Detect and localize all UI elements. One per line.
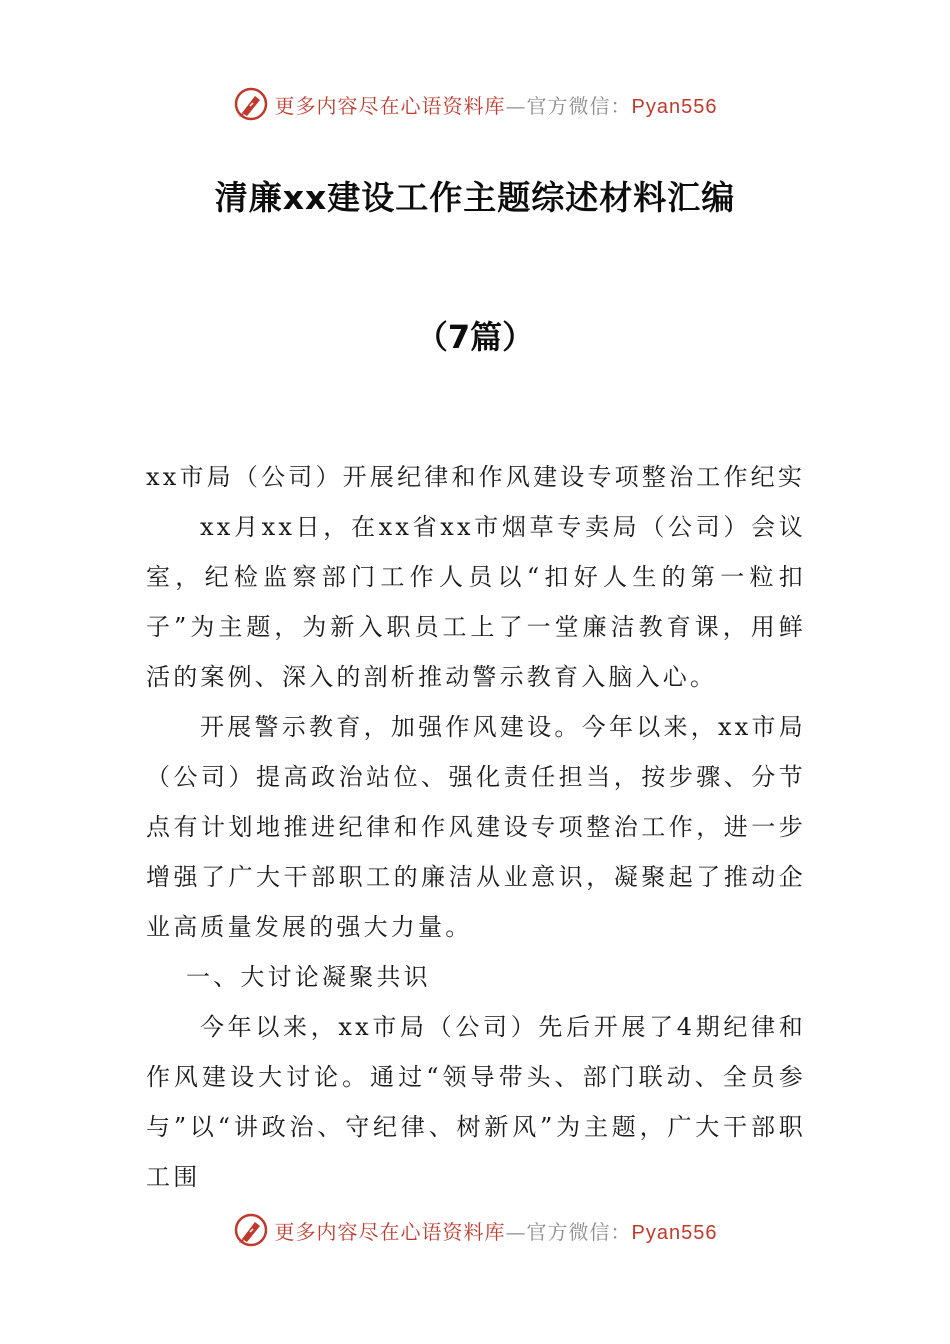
paragraph: xx月xx日，在xx省xx市烟草专卖局（公司）会议室，纪检监察部门工作人员以“扣好人生的第一粒扣子”为主题，为新入职员工上了一堂廉洁教育课，用鲜活的案例、深入的剖析推动警示教育入脑入心。 — [146, 513, 806, 691]
watermark-text: 更多内容尽在心语资料库—官方微信：Pyan556 — [274, 1219, 718, 1244]
section-heading: 一、大讨论凝聚共识 — [186, 963, 431, 991]
document-title: 清廉xx建设工作主题综述材料汇编 — [214, 178, 736, 217]
paragraph: 今年以来，xx市局（公司）先后开展了4期纪律和作风建设大讨论。通过“领导带头、部门联动、全员参与”以“讲政治、守纪律、树新风”为主题，广大干部职工围 — [146, 1013, 806, 1191]
pen-nib-logo-icon — [233, 1212, 269, 1248]
article-title: xx市局（公司）开展纪律和作风建设专项整治工作纪实 — [146, 463, 806, 491]
document-subtitle: （7篇） — [415, 318, 535, 356]
document-body — [146, 452, 806, 1202]
pen-nib-logo-icon — [233, 86, 269, 122]
watermark-footer — [0, 1206, 950, 1254]
watermark-text: 更多内容尽在心语资料库—官方微信：Pyan556 — [274, 93, 718, 118]
paragraph: 开展警示教育，加强作风建设。今年以来，xx市局（公司）提高政治站位、强化责任担当，按步骤、分节点有计划地推进纪律和作风建设专项整治工作，进一步增强了广大干部职工的廉洁从业意识，凝聚起了推动企业高质量发展的强大力量。 — [146, 713, 806, 941]
watermark-header — [0, 80, 950, 128]
